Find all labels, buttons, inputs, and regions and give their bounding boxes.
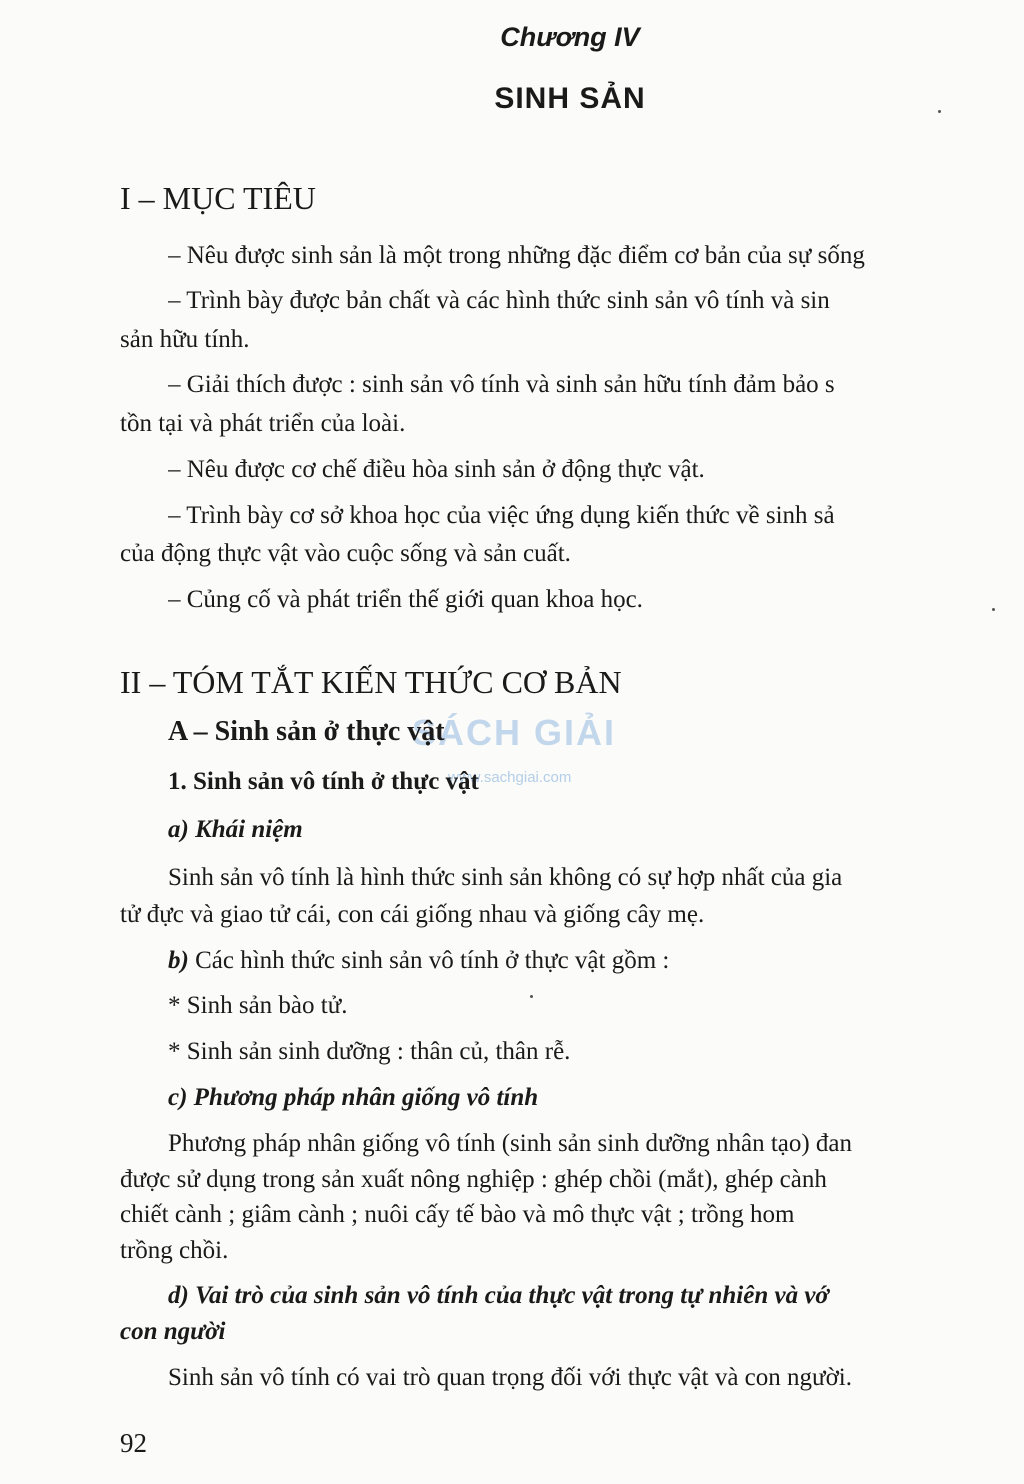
forms-text: Các hình thức sinh sản vô tính ở thực vật gồm :	[195, 947, 670, 974]
section1-heading: I – MỤC TIÊU	[120, 180, 316, 216]
objective-item-cont: của động thực vật vào cuộc sống và sản cuất.	[120, 540, 571, 567]
scan-speck	[992, 608, 995, 611]
watermark-brand: SÁCH GIẢI	[412, 712, 617, 753]
method-heading: c) Phương pháp nhân giống vô tính	[168, 1084, 539, 1111]
method-text-cont: chiết cành ; giâm cành ; nuôi cấy tế bào và mô thực vật ; trồng hom	[120, 1201, 795, 1228]
chapter-label: Chương IV	[500, 22, 640, 52]
concept-heading: a) Khái niệm	[168, 816, 303, 843]
subsection-a-heading: A – Sinh sản ở thực vật	[168, 716, 445, 747]
objective-item: – Trình bày được bản chất và các hình thức sinh sản vô tính và sin	[168, 287, 830, 314]
role-text: Sinh sản vô tính có vai trò quan trọng đối với thực vật và con người.	[168, 1364, 852, 1391]
objective-item: – Nêu được cơ chế điều hòa sinh sản ở động thực vật.	[168, 456, 705, 483]
objective-item: – Giải thích được : sinh sản vô tính và sinh sản hữu tính đảm bảo s	[168, 371, 835, 398]
method-text-cont: được sử dụng trong sản xuất nông nghiệp : ghép chồi (mắt), ghép cành	[120, 1166, 827, 1193]
subsection-1-heading: 1. Sinh sản vô tính ở thực vật	[168, 768, 479, 795]
concept-text-cont: tử đực và giao tử cái, con cái giống nhau và giống cây mẹ.	[120, 901, 705, 928]
watermark-url: www.sachgiai.com	[448, 769, 572, 786]
method-text: Phương pháp nhân giống vô tính (sinh sản sinh dưỡng nhân tạo) đan	[168, 1130, 853, 1157]
method-text-cont: trồng chồi.	[120, 1237, 229, 1264]
forms-line	[168, 947, 669, 975]
chapter-title: SINH SẢN	[494, 82, 646, 115]
objective-item: – Trình bày cơ sở khoa học của việc ứng dụng kiến thức về sinh sả	[168, 502, 835, 529]
concept-text: Sinh sản vô tính là hình thức sinh sản không có sự hợp nhất của gia	[168, 864, 843, 891]
forms-item: * Sinh sản bào tử.	[168, 992, 348, 1019]
page-number: 92	[120, 1428, 147, 1458]
role-heading: d) Vai trò của sinh sản vô tính của thực vật trong tự nhiên và vớ	[168, 1282, 829, 1309]
objective-item: – Nêu được sinh sản là một trong những đặc điểm cơ bản của sự sống	[168, 242, 865, 269]
section2-heading: II – TÓM TẮT KIẾN THỨC CƠ BẢN	[120, 664, 622, 700]
forms-label: b)	[168, 947, 189, 974]
objective-item-cont: sản hữu tính.	[120, 326, 250, 353]
forms-item: * Sinh sản sinh dưỡng : thân củ, thân rễ.	[168, 1038, 571, 1065]
scan-speck	[530, 995, 533, 998]
objective-item-cont: tồn tại và phát triển của loài.	[120, 410, 406, 437]
scan-speck	[938, 110, 941, 113]
objective-item: – Củng cố và phát triển thế giới quan khoa học.	[168, 586, 643, 613]
role-heading-cont: con người	[120, 1318, 226, 1345]
